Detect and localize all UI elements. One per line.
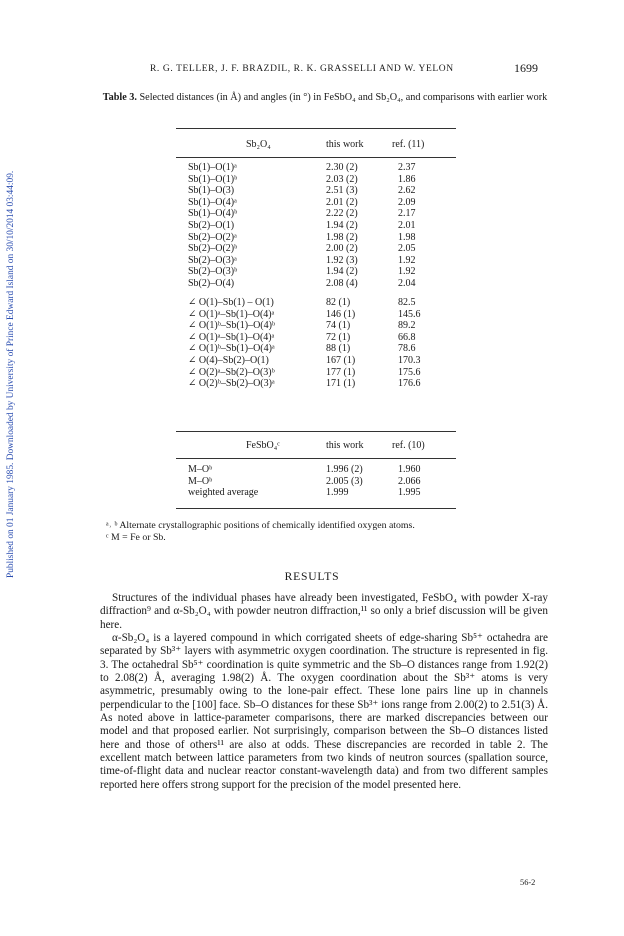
table-caption-text: Selected distances (in Å) and angles (in °) in FeSbO₄ and Sb₂O₄, and comparisons with earlier work [139, 92, 548, 103]
footnote-ab: ᵃ˒ ᵇ Alternate crystallographic positions of chemically identified oxygen atoms. [106, 520, 415, 531]
table-cell-ref: 82.5 [398, 297, 416, 308]
paragraph: α-Sb₂O₄ is a layered compound in which corrigated sheets of edge-sharing Sb⁵⁺ octahedra are separated by Sb³⁺ layers with asymmetric oxygen coordination. The structure is represented in fig. 3. The octahedral Sb⁵⁺ coordination is quite symmetric and the Sb–O distances range from 1.92(2) to 2.08(2) Å, averaging 1.98(2) Å. The oxygen coordination about the Sb³⁺ atoms is very asymmetric, presumably owing to the lone-pair effect. These lone pairs line up in channels perpendicular to the [100] face. Sb–O distances for these Sb³⁺ ions range from 2.00(2) to 2.51(3) Å. As noted above in lattice-parameter comparisons, there are marked discrepancies between our model and that proposed earlier. Not surprisingly, comparison between the Sb–O distances listed here and those of others¹¹ are also at odds. These discrepancies are recorded in table 2. The excellent match between lattice parameters from two kinds of neutron sources (spallation source, time-of-flight data and nuclear reactor constant-wavelength data) and from two different samples reported here offers strong support for the precision of the model presented here. [100, 632, 548, 791]
table-cell-ref: 1.995 [398, 487, 421, 499]
table-row [176, 464, 456, 476]
table-cell-this-work: 171 (1) [326, 378, 356, 390]
table2-header-ref: ref. (10) [392, 440, 425, 451]
table-cell-label: ∠ O(1)ᵃ–Sb(1)–O(4)ᵃ [188, 308, 275, 320]
table-cell-ref: 78.6 [398, 343, 416, 355]
table-cell-ref: 1.92 [398, 254, 416, 266]
table-cell-label: Sb(1)–O(4)ᵇ [188, 208, 238, 220]
table-row [176, 297, 456, 309]
table-row [176, 332, 456, 344]
table-cell-this-work: 1.999 [326, 487, 349, 499]
table-cell-ref: 66.8 [398, 331, 416, 343]
table-row [176, 367, 456, 379]
table-cell-this-work: 82 (1) [326, 297, 351, 308]
table-cell-ref: 2.01 [398, 220, 416, 231]
table1-header-ref: ref. (11) [392, 139, 425, 150]
table-cell-ref: 2.17 [398, 208, 416, 220]
table-cell-label: weighted average [188, 487, 259, 499]
table-cell-label: ∠ O(1)ᵃ–Sb(1)–O(4)ᵃ [188, 331, 275, 343]
table-cell-ref: 2.05 [398, 243, 416, 255]
table-row [176, 208, 456, 220]
table-cell-ref: 175.6 [398, 366, 421, 378]
table-cell-label: Sb(2)–O(3)ᵇ [188, 266, 238, 278]
table-caption-label: Table 3. [102, 92, 137, 103]
table1-header-compound: Sb₂O₄ [246, 139, 271, 150]
table-cell-ref: 2.066 [398, 475, 421, 487]
table-row [176, 255, 456, 267]
table-cell-this-work: 2.00 (2) [326, 243, 358, 255]
table-cell-label: Sb(2)–O(2)ᵃ [188, 231, 237, 243]
table-cell-this-work: 2.01 (2) [326, 196, 358, 208]
table-cell-this-work: 167 (1) [326, 355, 356, 366]
table-rule-bottom [176, 508, 456, 509]
table-cell-ref: 2.09 [398, 196, 416, 208]
table-row [176, 220, 456, 232]
table1-header-this-work: this work [326, 139, 364, 150]
page-number: 1699 [514, 61, 538, 75]
table-cell-label: Sb(2)–O(1) [188, 220, 235, 231]
table-cell-ref: 1.92 [398, 266, 416, 278]
table-cell-ref: 1.86 [398, 173, 416, 185]
table-cell-label: Sb(1)–O(1)ᵃ [188, 162, 237, 173]
table-cell-label: M–Oᵇ [188, 475, 213, 487]
table-row [176, 243, 456, 255]
table-cell-label: Sb(2)–O(2)ᵇ [188, 243, 238, 255]
table-caption [90, 92, 560, 104]
table-cell-label: ∠ O(1)ᵇ–Sb(1)–O(4)ᵇ [188, 320, 276, 332]
table-cell-this-work: 88 (1) [326, 343, 351, 355]
table-cell-label: Sb(1)–O(1)ᵇ [188, 173, 238, 185]
table-row [176, 309, 456, 321]
table-row [176, 378, 456, 390]
table-cell-this-work: 1.98 (2) [326, 231, 358, 243]
folio: 56-2 [520, 878, 536, 887]
table-row [176, 185, 456, 197]
table-row [176, 355, 456, 367]
table-cell-this-work: 146 (1) [326, 308, 356, 320]
table-cell-label: ∠ O(4)–Sb(2)–O(1) [188, 355, 269, 366]
table-row [176, 174, 456, 186]
table-cell-ref: 2.62 [398, 185, 416, 197]
table2-header-compound: FeSbO₄ᶜ [246, 440, 280, 451]
table-cell-ref: 1.960 [398, 464, 421, 475]
table-cell-label: Sb(2)–O(3)ᵃ [188, 254, 237, 266]
table-cell-this-work: 1.94 (2) [326, 220, 358, 231]
table-cell-this-work: 1.996 (2) [326, 464, 363, 475]
table-row [176, 320, 456, 332]
table-cell-this-work: 2.005 (3) [326, 475, 363, 487]
table-cell-ref: 2.04 [398, 278, 416, 289]
table-row [176, 476, 456, 488]
table-rule-header [176, 157, 456, 158]
table-rule-mid [176, 431, 456, 432]
table-cell-label: Sb(2)–O(4) [188, 278, 235, 289]
table-cell-this-work: 177 (1) [326, 366, 356, 378]
table-cell-ref: 176.6 [398, 378, 421, 390]
table-cell-label: ∠ O(2)ᵃ–Sb(2)–O(3)ᵇ [188, 366, 275, 378]
table-cell-label: Sb(1)–O(3) [188, 185, 235, 197]
table-row [176, 343, 456, 355]
table-cell-label: M–Oᵇ [188, 464, 213, 475]
table-cell-this-work: 1.92 (3) [326, 254, 358, 266]
table-row [176, 278, 456, 290]
table-cell-this-work: 2.03 (2) [326, 173, 358, 185]
section-heading-results: RESULTS [284, 570, 340, 583]
table-cell-this-work: 2.22 (2) [326, 208, 358, 220]
running-title: R. G. TELLER, J. F. BRAZDIL, R. K. GRASSELLI AND W. YELON [150, 64, 454, 74]
table-cell-label: ∠ O(2)ᵇ–Sb(2)–O(3)ᵃ [188, 378, 275, 390]
table-cell-label: ∠ O(1)ᵇ–Sb(1)–O(4)ᵃ [188, 343, 275, 355]
table-cell-this-work: 2.30 (2) [326, 162, 358, 173]
table-cell-label: ∠ O(1)–Sb(1) – O(1) [188, 297, 274, 308]
table-row [176, 487, 456, 499]
table-cell-ref: 89.2 [398, 320, 416, 332]
table-row [176, 266, 456, 278]
footnote-c: ᶜ M = Fe or Sb. [106, 532, 166, 543]
table-rule-header-2 [176, 458, 456, 459]
table-cell-this-work: 72 (1) [326, 331, 351, 343]
table-row [176, 162, 456, 174]
table-cell-ref: 145.6 [398, 308, 421, 320]
table-cell-this-work: 74 (1) [326, 320, 351, 332]
download-provenance-link[interactable]: Published on 01 January 1985. Downloaded by University of Prince Edward Island on 30/10/2014 03:44:09. [6, 170, 16, 578]
table-cell-ref: 2.37 [398, 162, 416, 173]
table-rule-top [176, 128, 456, 129]
table-row [176, 197, 456, 209]
results-body [100, 592, 548, 792]
table-cell-this-work: 2.51 (3) [326, 185, 358, 197]
table-cell-this-work: 2.08 (4) [326, 278, 358, 289]
table-cell-ref: 170.3 [398, 355, 421, 366]
table-cell-this-work: 1.94 (2) [326, 266, 358, 278]
table-cell-ref: 1.98 [398, 231, 416, 243]
table-row [176, 232, 456, 244]
paragraph: Structures of the individual phases have already been investigated, FeSbO₄ with powder X-ray diffraction⁹ and α-Sb₂O₄ with powder neutron diffraction,¹¹ so only a brief discussion will be given here. [100, 592, 548, 631]
table-footnotes [106, 520, 415, 544]
table2-header-this-work: this work [326, 440, 364, 451]
table-cell-label: Sb(1)–O(4)ᵃ [188, 196, 237, 208]
